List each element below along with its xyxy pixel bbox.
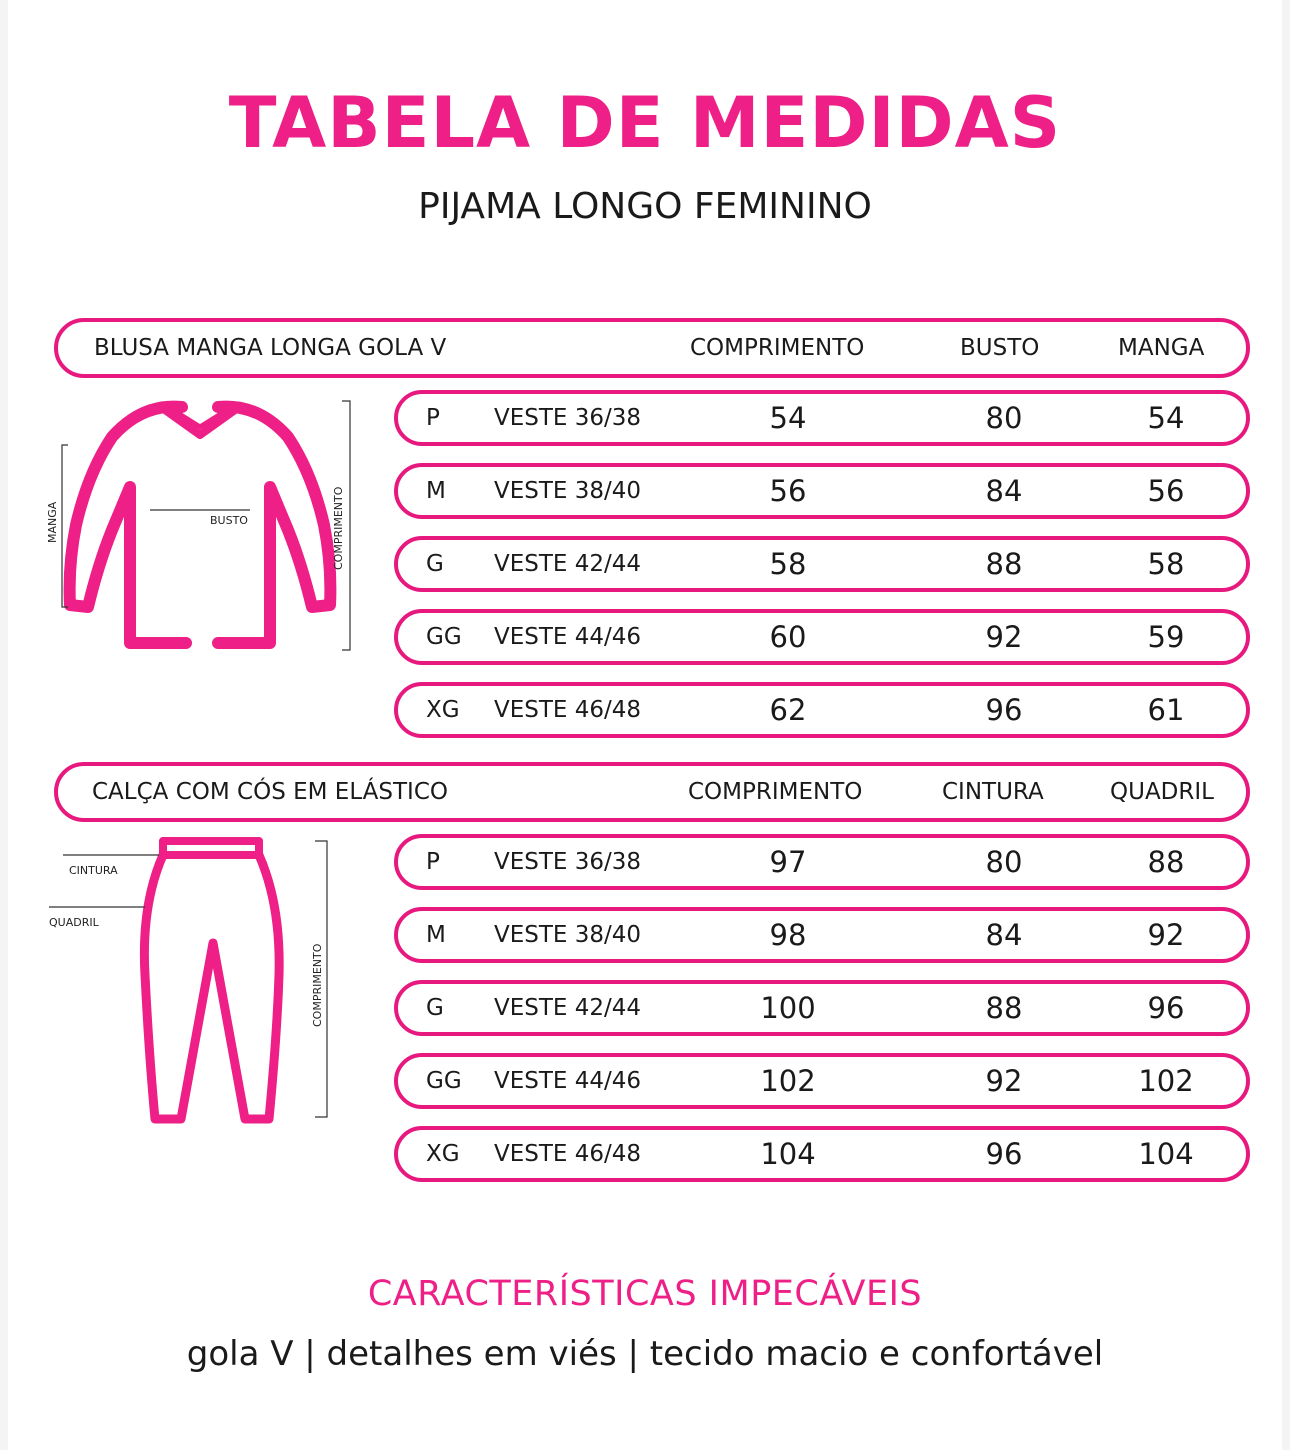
calca-value-cell-3: 92 bbox=[1147, 918, 1185, 952]
comprimento-label: COMPRIMENTO bbox=[332, 486, 345, 570]
blusa-value-cell-3: 61 bbox=[1147, 693, 1185, 727]
blusa-row bbox=[394, 609, 1250, 665]
calca-header-cintura: CINTURA bbox=[942, 779, 1044, 805]
calca-veste-cell: VESTE 42/44 bbox=[494, 995, 642, 1021]
cintura-label: CINTURA bbox=[69, 864, 118, 877]
calca-value-cell-3: 104 bbox=[1138, 1137, 1194, 1171]
calca-size-cell: P bbox=[426, 849, 440, 875]
blusa-value-cell-1: 60 bbox=[769, 620, 807, 654]
calca-veste-cell: VESTE 46/48 bbox=[494, 1141, 642, 1167]
blusa-veste-cell: VESTE 44/46 bbox=[494, 624, 642, 650]
blusa-value-cell-1: 62 bbox=[769, 693, 807, 727]
calca-value-cell-1: 97 bbox=[769, 845, 807, 879]
calca-value-cell-2: 92 bbox=[985, 1064, 1023, 1098]
pants-icon bbox=[45, 835, 345, 1135]
blusa-veste-cell: VESTE 46/48 bbox=[494, 697, 642, 723]
calca-value-cell-1: 102 bbox=[760, 1064, 816, 1098]
calca-size-cell: GG bbox=[426, 1068, 462, 1094]
blusa-header-busto: BUSTO bbox=[960, 335, 1040, 361]
calca-row bbox=[394, 1126, 1250, 1182]
blusa-size-cell: M bbox=[426, 478, 446, 504]
calca-value-cell-1: 104 bbox=[760, 1137, 816, 1171]
page-title: TABELA DE MEDIDAS bbox=[228, 82, 1062, 164]
features-text: gola V | detalhes em viés | tecido macio e confortável bbox=[186, 1334, 1104, 1374]
blusa-size-cell: G bbox=[426, 551, 444, 577]
calca-value-cell-2: 96 bbox=[985, 1137, 1023, 1171]
blusa-veste-cell: VESTE 38/40 bbox=[494, 478, 642, 504]
calca-header-quadril: QUADRIL bbox=[1110, 779, 1214, 805]
calca-row bbox=[394, 980, 1250, 1036]
manga-label: MANGA bbox=[46, 501, 59, 543]
blusa-value-cell-1: 54 bbox=[769, 401, 807, 435]
calca-header-label: CALÇA COM CÓS EM ELÁSTICO bbox=[92, 779, 448, 805]
calca-size-cell: G bbox=[426, 995, 444, 1021]
calca-value-cell-2: 84 bbox=[985, 918, 1023, 952]
blusa-header-label: BLUSA MANGA LONGA GOLA V bbox=[94, 335, 447, 361]
blusa-size-cell: P bbox=[426, 405, 440, 431]
blusa-value-cell-3: 59 bbox=[1147, 620, 1185, 654]
long-sleeve-vneck-shirt-icon bbox=[40, 395, 360, 655]
busto-label: BUSTO bbox=[210, 514, 248, 527]
blusa-veste-cell: VESTE 42/44 bbox=[494, 551, 642, 577]
calca-value-cell-2: 80 bbox=[985, 845, 1023, 879]
calca-value-cell-3: 102 bbox=[1138, 1064, 1194, 1098]
calca-value-cell-1: 100 bbox=[760, 991, 816, 1025]
blusa-size-cell: GG bbox=[426, 624, 462, 650]
blusa-value-cell-1: 58 bbox=[769, 547, 807, 581]
blusa-row bbox=[394, 463, 1250, 519]
calca-veste-cell: VESTE 38/40 bbox=[494, 922, 642, 948]
blusa-row bbox=[394, 536, 1250, 592]
calca-size-cell: M bbox=[426, 922, 446, 948]
calca-veste-cell: VESTE 36/38 bbox=[494, 849, 642, 875]
blusa-value-cell-2: 80 bbox=[985, 401, 1023, 435]
calca-size-cell: XG bbox=[426, 1141, 460, 1167]
blusa-header bbox=[54, 318, 1250, 378]
blusa-value-cell-2: 96 bbox=[985, 693, 1023, 727]
calca-value-cell-2: 88 bbox=[985, 991, 1023, 1025]
blusa-value-cell-2: 88 bbox=[985, 547, 1023, 581]
blusa-row bbox=[394, 390, 1250, 446]
blusa-value-cell-2: 92 bbox=[985, 620, 1023, 654]
calca-veste-cell: VESTE 44/46 bbox=[494, 1068, 642, 1094]
calca-row bbox=[394, 907, 1250, 963]
blusa-value-cell-3: 54 bbox=[1147, 401, 1185, 435]
blusa-value-cell-1: 56 bbox=[769, 474, 807, 508]
calca-comprimento-label: COMPRIMENTO bbox=[311, 943, 324, 1027]
calca-value-cell-1: 98 bbox=[769, 918, 807, 952]
features-title: CARACTERÍSTICAS IMPECÁVEIS bbox=[367, 1274, 923, 1314]
calca-header-comprimento: COMPRIMENTO bbox=[688, 779, 863, 805]
calca-value-cell-3: 88 bbox=[1147, 845, 1185, 879]
calca-value-cell-3: 96 bbox=[1147, 991, 1185, 1025]
calca-row bbox=[394, 834, 1250, 890]
blusa-veste-cell: VESTE 36/38 bbox=[494, 405, 642, 431]
blusa-header-comprimento: COMPRIMENTO bbox=[690, 335, 865, 361]
blusa-header-manga: MANGA bbox=[1118, 335, 1205, 361]
quadril-label: QUADRIL bbox=[49, 916, 99, 929]
blusa-value-cell-3: 58 bbox=[1147, 547, 1185, 581]
blusa-value-cell-3: 56 bbox=[1147, 474, 1185, 508]
blusa-row bbox=[394, 682, 1250, 738]
page-subtitle: PIJAMA LONGO FEMININO bbox=[418, 186, 872, 227]
calca-header bbox=[54, 762, 1250, 822]
blusa-size-cell: XG bbox=[426, 697, 460, 723]
blusa-value-cell-2: 84 bbox=[985, 474, 1023, 508]
calca-row bbox=[394, 1053, 1250, 1109]
